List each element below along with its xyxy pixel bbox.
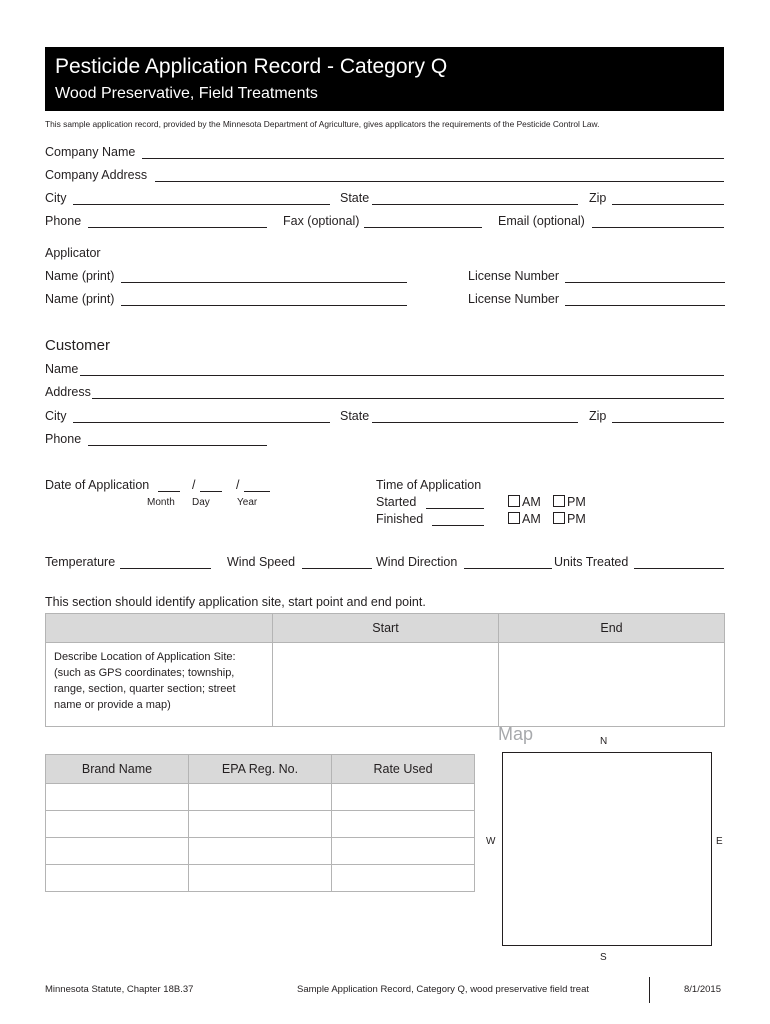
epa-reg-header: EPA Reg. No. [189,755,332,784]
rate-used-cell[interactable] [332,811,475,838]
company-fax-field[interactable] [364,227,482,228]
company-zip-label: Zip [589,191,607,205]
footer-document-title: Sample Application Record, Category Q, wood preservative field treat [297,984,590,995]
temperature-field[interactable] [120,568,211,569]
customer-phone-field[interactable] [88,445,267,446]
table-row [46,811,475,838]
map-title: Map [498,724,534,744]
date-of-application-label: Date of Application [45,478,150,492]
table-row [46,865,475,892]
rate-used-cell[interactable] [332,784,475,811]
site-header-start: Start [273,614,499,643]
customer-name-label: Name [45,362,79,376]
company-name-field[interactable] [142,158,724,159]
company-state-field[interactable] [372,204,578,205]
customer-state-label: State [340,409,370,423]
applicator-name1-field[interactable] [121,282,407,283]
time-started-label: Started [376,495,417,509]
map-drawing-area[interactable] [502,752,712,946]
finished-pm-checkbox[interactable] [553,512,565,524]
customer-address-label: Address [45,385,91,399]
customer-city-field[interactable] [73,422,330,423]
compass-south: S [600,952,607,963]
site-start-cell[interactable] [273,643,499,727]
customer-address-field[interactable] [92,398,724,399]
applicator-license1-label: License Number [468,269,560,283]
finished-am-option[interactable]: AM [508,512,541,527]
company-phone-field[interactable] [88,227,267,228]
epa-reg-cell[interactable] [189,838,332,865]
epa-reg-cell[interactable] [189,865,332,892]
company-city-field[interactable] [73,204,330,205]
page-title: Pesticide Application Record - Category Q [55,55,448,78]
site-table-header [46,614,725,643]
product-table [45,754,475,892]
site-table [45,613,725,727]
footer-divider [649,977,650,1003]
company-state-label: State [340,191,370,205]
customer-state-field[interactable] [372,422,578,423]
wind-speed-field[interactable] [302,568,372,569]
date-slash-2: / [236,478,240,492]
applicator-license2-label: License Number [468,292,560,306]
brand-name-cell[interactable] [46,838,189,865]
wind-speed-label: Wind Speed [227,555,296,569]
site-end-cell[interactable] [499,643,725,727]
brand-name-cell[interactable] [46,784,189,811]
footer-date: 8/1/2015 [684,984,721,995]
rate-used-cell[interactable] [332,838,475,865]
applicator-license2-field[interactable] [565,305,725,306]
started-pm-option[interactable]: PM [553,495,586,510]
company-phone-label: Phone [45,214,82,228]
applicator-name2-label: Name (print) [45,292,115,306]
site-header-blank [46,614,273,643]
customer-phone-label: Phone [45,432,82,446]
site-header-end: End [499,614,725,643]
brand-name-cell[interactable] [46,811,189,838]
rate-used-cell[interactable] [332,865,475,892]
temperature-label: Temperature [45,555,116,569]
compass-east: E [716,836,723,847]
date-month-field[interactable] [158,491,180,492]
wind-direction-label: Wind Direction [376,555,458,569]
company-name-label: Company Name [45,145,136,159]
applicator-name2-field[interactable] [121,305,407,306]
started-pm-checkbox[interactable] [553,495,565,507]
date-day-field[interactable] [200,491,222,492]
site-section-intro: This section should identify application site, start point and end point. [45,595,426,609]
date-year-field[interactable] [244,491,270,492]
table-row [46,838,475,865]
company-zip-field[interactable] [612,204,724,205]
compass-north: N [600,736,608,747]
site-table-row [46,643,725,727]
customer-zip-label: Zip [589,409,607,423]
applicator-heading: Applicator [45,246,101,260]
units-treated-label: Units Treated [554,555,629,569]
company-address-field[interactable] [155,181,724,182]
date-day-caption: Day [192,497,210,508]
time-of-application-label: Time of Application [376,478,482,492]
footer-statute: Minnesota Statute, Chapter 18B.37 [45,984,194,995]
product-table-header [46,755,475,784]
wind-direction-field[interactable] [464,568,552,569]
site-describe-label: Describe Location of Application Site: (such as GPS coordinates; township, range, section, quarter section; street name or provide a map) [46,643,273,727]
applicator-license1-field[interactable] [565,282,725,283]
table-row [46,784,475,811]
company-email-label: Email (optional) [498,214,585,228]
applicator-name1-label: Name (print) [45,269,115,283]
started-am-option[interactable]: AM [508,495,541,510]
page-subtitle: Wood Preservative, Field Treatments [55,85,318,102]
intro-text: This sample application record, provided by the Minnesota Department of Agriculture, gives applicators the requirements of the Pesticide Control Law. [45,119,600,129]
time-finished-field[interactable] [432,525,484,526]
title-bar [45,47,724,111]
time-started-field[interactable] [426,508,484,509]
rate-used-header: Rate Used [332,755,475,784]
time-finished-label: Finished [376,512,424,526]
company-city-label: City [45,191,67,205]
brand-name-header: Brand Name [46,755,189,784]
finished-pm-option[interactable]: PM [553,512,586,527]
date-year-caption: Year [237,497,258,508]
date-slash-1: / [192,478,196,492]
brand-name-cell[interactable] [46,865,189,892]
epa-reg-cell[interactable] [189,784,332,811]
customer-name-field[interactable] [80,375,724,376]
company-address-label: Company Address [45,168,148,182]
customer-city-label: City [45,409,67,423]
date-month-caption: Month [147,497,175,508]
finished-am-checkbox[interactable] [508,512,520,524]
started-am-checkbox[interactable] [508,495,520,507]
epa-reg-cell[interactable] [189,811,332,838]
customer-heading: Customer [45,337,111,354]
compass-west: W [486,836,496,847]
units-treated-field[interactable] [634,568,724,569]
company-fax-label: Fax (optional) [283,214,360,228]
customer-zip-field[interactable] [612,422,724,423]
company-email-field[interactable] [592,227,724,228]
